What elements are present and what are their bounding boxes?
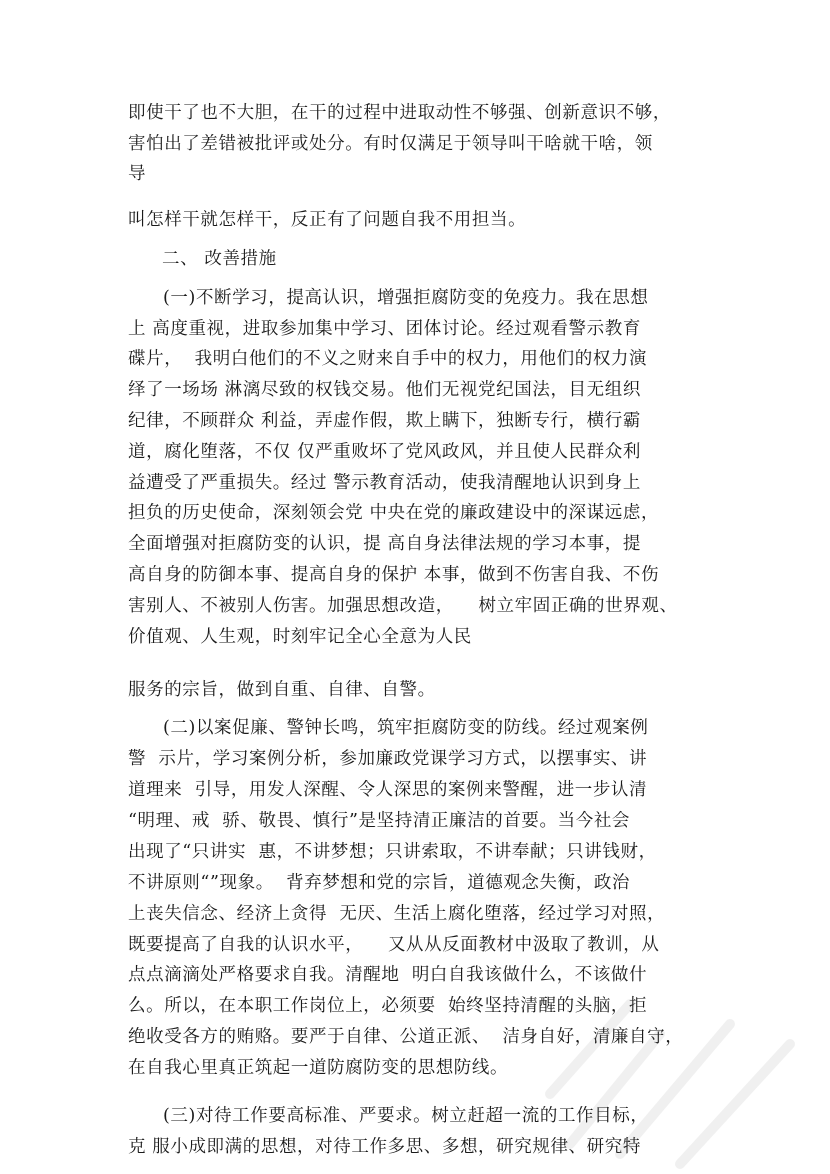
section1-line-7: 益遭受了严重损失。经过 警示教育活动，使我清醒地认识到身上 xyxy=(128,473,641,493)
section2-line-8: 既要提高了自我的认识水平， 又从从反面教材中汲取了教训，从 xyxy=(128,935,660,955)
section1-line-9: 全面增强对拒腐防变的认识，提 高自身法律法规的学习本事，提 xyxy=(128,534,641,554)
section3-line-1: (三)对待工作要高标准、严要求。树立赶超一流的工作目标， xyxy=(163,1106,649,1126)
section1-line-2: 上 高度重视，进取参加集中学习、团体讨论。经过观看警示教育 xyxy=(128,319,641,339)
intro-line-2: 害怕出了差错被批评或处分。有时仅满足于领导叫干啥就干啥，领 xyxy=(128,134,653,154)
section2-line-7: 上丧失信念、经济上贪得 无厌、生活上腐化堕落，经过学习对照， xyxy=(128,904,666,924)
intro-line-4: 叫怎样干就怎样干，反正有了问题自我不用担当。 xyxy=(128,210,527,230)
section1-line-3: 碟片， 我明白他们的不义之财来自手中的权力，用他们的权力演 xyxy=(128,349,648,369)
section2-line-10: 么。所以，在本职工作岗位上，必须要 始终坚持清醒的头脑，拒 xyxy=(128,996,648,1016)
section2-line-6: 不讲原则“”现象。 背弃梦想和党的宗旨，道德观念失衡，政治 xyxy=(128,873,631,893)
section2-line-11: 绝收受各方的贿赂。要严于自律、公道正派、 洁身自好，清廉自守， xyxy=(128,1027,684,1047)
section2-line-1: (二)以案促廉、警钟长鸣，筑牢拒腐防变的防线。经过观案例 xyxy=(163,718,649,738)
section2-line-4: “明理、戒 骄、敬畏、慎行”是坚持清正廉洁的首要。当今社会 xyxy=(128,811,631,831)
section-heading: 二、 改善措施 xyxy=(162,249,277,269)
section2-line-9: 点点滴滴处严格要求自我。清醒地 明白自我该做什么，不该做什 xyxy=(128,965,648,985)
section2-line-5: 出现了“只讲实 惠，不讲梦想；只讲索取，不讲奉献；只讲钱财， xyxy=(128,842,657,862)
section1-line-11: 害别人、不被别人伤害。加强思想改造， 树立牢固正确的世界观、 xyxy=(128,596,678,616)
section1-line-13: 服务的宗旨，做到自重、自律、自警。 xyxy=(128,680,436,700)
intro-line-1: 即使干了也不大胆，在干的过程中进取动性不够强、创新意识不够， xyxy=(128,103,671,123)
section2-line-2: 警 示片，学习案例分析，参加廉政党课学习方式，以摆事实、讲 xyxy=(128,749,648,769)
section1-line-8: 担负的历史使命，深刻领会党 中央在党的廉政建设中的深谋远虑， xyxy=(128,503,660,523)
section1-line-1: (一)不断学习，提高认识，增强拒腐防变的免疫力。我在思想 xyxy=(163,288,649,308)
section1-line-6: 道，腐化堕落，不仅 仅严重败坏了党风政风，并且使人民群众利 xyxy=(128,442,641,462)
section2-line-3: 道理来 引导，用发人深醒、令人深思的案例来警醒，进一步认清 xyxy=(128,780,648,800)
section1-line-4: 绎了一场场 淋漓尽致的权钱交易。他们无视党纪国法，目无组织 xyxy=(128,380,641,400)
section1-line-10: 高自身的防御本事、提高自身的保护 本事，做到不伤害自我、不伤 xyxy=(128,565,660,585)
section1-line-12: 价值观、人生观，时刻牢记全心全意为人民 xyxy=(128,627,472,647)
section2-line-12: 在自我心里真正筑起一道防腐防变的思想防线。 xyxy=(128,1058,509,1078)
intro-line-3: 导 xyxy=(128,164,147,184)
section3-line-2: 克 服小成即满的思想，对待工作多思、多想，研究规律、研究特 xyxy=(128,1137,641,1157)
section1-line-5: 纪律，不顾群众 利益，弄虚作假，欺上瞒下，独断专行，横行霸 xyxy=(128,411,641,431)
